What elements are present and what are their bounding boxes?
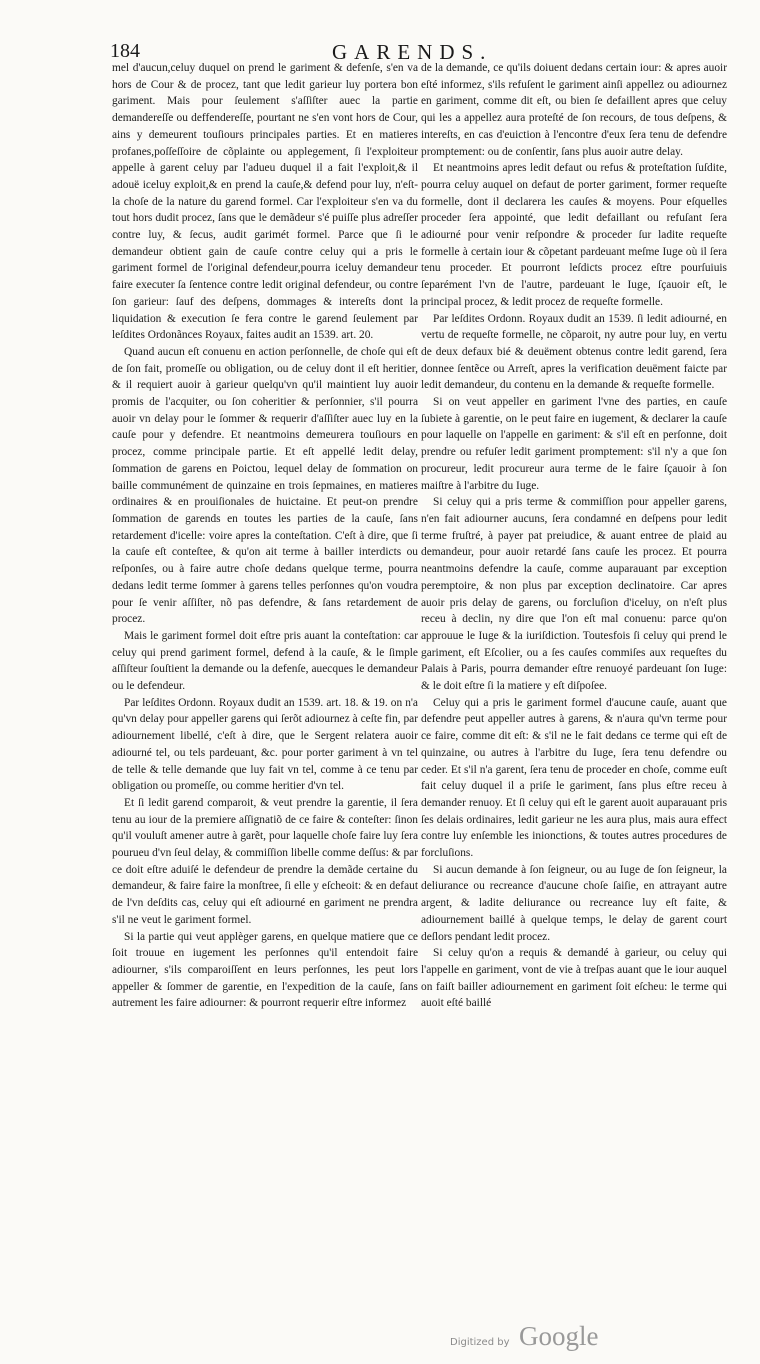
running-title: GARENDS. [332, 40, 493, 64]
page-number: 184 [110, 40, 140, 62]
digitization-watermark [450, 1318, 610, 1358]
paragraph: Mais le gariment formel doit eſtre pris auant la conteſtation: car celuy qui prend gariment formel, defend à la cauſe, & le ſimple aſſiſteur ſouſtient la demande ou la defenſe, auecques le demandeur ou le defendeur. [112, 629, 418, 693]
paragraph: Si celuy qu'on a requis & demandé à garieur, ou celuy qui l'appelle en gariment, vont de vie à treſpas auant que le iour auquel on faiſt bailler adiournement en gariment ſoit eſcheu: le terme qui auoit eſté baillé [421, 947, 727, 1010]
paragraph: Quand aucun eſt conuenu en action perſonnelle, de choſe qui eſt de ſon fait, promeſſe ou obligation, ou de celuy dont il eſt heritier, & il requiert auoir à garieur quelqu'vn qu'il maintient luy auoir promis de l'acquiter, ou ſon coheritier & perſonnier, s'il pourra auoir vn delay pour le ſommer & requerir d'aſſiſter auec luy en la cauſe pour y defendre. Et neantmoins demeurera touſiours en procez, comme principale partie. Et eſt appellé ledit delay, ſommation de garens en Poictou, lequel delay de ſommation on baille communément de quinzaine en trois ſepmaines, en matieres ordinaires & en prouiſionales de huictaine. Et peut-on prendre ſommation de garends en toutes les parties de la cauſe, ſans retardement d'icelle: voire apres la conteſtation. C'eſt à dire, que ſi la cauſe eſt conteſtee, & qu'on ait terme à bailler interdicts ou reſponſes, ou à faire autre choſe dedans quelque terme, pourra dedans ledit terme ſommer à garens telles perſonnes qu'on voudra pour ſe venir aſſiſter, nõ pas defendre, & ſans retardement de procez. [112, 345, 418, 626]
paragraph: Si on veut appeller en gariment l'vne des parties, en cauſe ſubiete à garentie, on le peut faire en iugement, & declarer la cauſe pour laquelle on l'appelle en gariment: & s'il eſt en perſonne, doit prendre ou refuſer ledit gariment promptement: s'il n'y a que ſon procureur, ledit procureur aura terme de le faire ſçauoir à ſon maiſtre à l'arbitre du Iuge. [421, 396, 727, 492]
paragraph: de la demande, ce qu'ils doiuent dedans certain iour: & apres auoir eſté informez, s'ils refuſent le gariment ainſi appellez ou adiournez en gariment, comme dit eſt, ou bien ſe defaillent apres que celuy qui les a appellez aura proteſté de ſon recours, de tous deſpens, & intereſts, en cas d'euiction à l'encontre d'eux ſera tenu de defendre promptement: ou de conſentir, ſans plus auoir autre delay. [421, 62, 727, 158]
google-logo: Google [519, 1321, 599, 1351]
paragraph: Et neantmoins apres ledit defaut ou refus & proteſtation ſuſdite, pourra celuy auquel on defaut de porter gariment, former requeſte formelle, dont il declarera les cauſes & moyens. Pour eſquelles proceder ſera appointé, que ledit defaillant ou refuſant ſera adiourné pour venir reſpondre & proceder ſur ladite requeſte formelle à certain iour & cõpetant pardeuant meſme Iuge où il ſera tenu proceder. Et pourront leſdicts procez eſtre pourſuiuis ſeparément l'vn de l'autre, pardeuant le Iuge, ſçauoir eſt, le principal procez, & ledit procez de requeſte formelle. [421, 162, 727, 308]
paragraph: Si aucun demande à ſon ſeigneur, ou au Iuge de ſon ſeigneur, la deliurance ou recreance d'aucune choſe ſaiſie, en attrayant autre argent, & ladite deliurance ou recreance luy eſt faite, & adiournement baillé à quelque temps, le delay de garent court deſlors pendant ledit procez. [421, 863, 727, 943]
paragraph: Si celuy qui a pris terme & commiſſion pour appeller garens, n'en fait adiourner aucuns, ſera condamné en deſpens pour ledit terme fruſtré, à payer pat preiudice, & auant entree de plaid au demandeur, pour auoir retardé ſans cauſe les procez. Et pourra neantmoins defendre la cauſe, comme auparauant par exception peremptoire, & non plus par exception declinatoire. Car apres auoir pris delay de garens, ou forcluſion d'iceluy, on n'eſt plus receu à declin, ny dire que l'on eſt mal conuenu: parce qu'on approuue le Iuge & la iuriſdiction. Toutesfois ſi celuy qui prend le gariment, eſt Eſcolier, ou a ſes cauſes commiſes aux requeſtes du Palais à Paris, pourra demander eſtre renuoyé pardeuant ſon Iuge: & le doit eſtre ſi la matiere y eſt diſpoſee. [421, 496, 727, 693]
paragraph: Celuy qui a pris le gariment formel d'aucune cauſe, auant que defendre peut appeller autres à garens, & n'aura qu'vn terme pour ce faire, comme dit eſt: & s'il ne le fait dedans ce terme qui eſt de quinzaine, ou autres à l'arbitre du Iuge, ſera tenu defendre ou ceder. Et s'il n'a garent, ſera tenu de proceder en choſe, comme euſt fait celuy duquel il a priſe le gariment, ſans plus eſtre receu à demander renuoy. Et ſi celuy qui eſt le garent auoit auparauant pris ſes delais ordinaires, ledit garieur ne les aura plus, mais aura effect contre luy enſemble les inionctions, & toutes autres procedures de forcluſions. [421, 696, 727, 860]
paragraph: Si la partie qui veut applèger garens, en quelque matiere que ce ſoit trouue en iugement les perſonnes qu'il entendoit faire adiourner, s'ils comparoiſſent en leurs perſonnes, les peut lors appeller & ſommer de garentie, en l'expedition de la cauſe, ſans autrement les faire adiourner: & pourront requerir eſtre informez [112, 930, 418, 1010]
paragraph: mel d'aucun,celuy duquel on prend le gariment & defenſe, s'en va hors de Cour & de procez, tant que ledit garieur luy portera bon gariment. Mais pour ſeulement s'aſſiſter auec la partie demandereſſe ou deffendereſſe, pourtant ne s'en vont hors de Cour, ains y demeurent touſiours principales parties. Et en matieres profanes,poſſeſſoire de cõplainte ou applegement, ſi l'exploiteur appelle à garent celuy par l'adueu duquel il a fait l'exploit,& il adouë iceluy exploit,& en prend la cauſe,& defend pour luy, n'eſt-la choſe de la nature du garend formel. Car l'exploiteur s'en va du tout hors dudit procez, ſans que le demãdeur s'é puiſſe plus adreſſer contre luy, & ſecus, audit garimét formel. Parce que ſi le demandeur obtient gain de cauſe contre celuy qui a pris le gariment formel de l'original defendeur,pourra iceluy demandeur faire executer ſa ſentence contre ledit original defendeur, ou contre ſon garieur: ſauf des deſpens, dommages & intereſts dont la liquidation & execution ſe fera contre le garend ſeulement par leſdites Ordonãnces Royaux, faites audit an 1539. art. 20. [112, 62, 418, 342]
paragraph: Et ſi ledit garend comparoit, & veut prendre la garentie, il ſera tenu au iour de la premiere aſſignatiõ de ce faire & conteſter: ſinon qu'il vouluſt amener autre à garẽt, pour laquelle choſe faire luy ſera pourueu d'vn ſeul delay, & commiſſion libelle comme deſſus: & par ce doit eſtre aduiſé le defendeur de prendre la demãde certaine du demandeur, & faire faire la monſtree, ſi elle y eſcheoit: & en defaut de l'vn deſdits cas, celuy qui eſt adiourné en gariment ne prendra s'il ne veut le gariment formel. [112, 796, 418, 926]
left-text-column [112, 60, 418, 1270]
right-text-column [421, 60, 727, 1270]
digitized-by-label: Digitized by [450, 1337, 510, 1348]
paragraph: Par leſdites Ordonn. Royaux dudit an 1539. ſi ledit adiourné, en vertu de requeſte formelle, ne cõparoit, ny autre pour luy, en vertu de deux defaux bié & deuëment obtenus contre ledit garend, ſera donnee ſentẽce ou Arreſt, apres la verification deuëment faicte par ledit demandeur, du contenu en la demande & requeſte formelle. [421, 312, 727, 392]
paragraph: Par leſdites Ordonn. Royaux dudit an 1539. art. 18. & 19. on n'a qu'vn delay pour appeller garens qui ſerõt adiournez à ceſte fin, par adiournement libellé, c'eſt à dire, que le Sergent relatera auoir adiourné tel, ou tels pardeuant, &c. pour porter gariment à vn tel de telle & telle demande que luy fait vn tel, comme à ce tenu par obligation ou promeſſe, ou comme heritier d'vn tel. [112, 696, 418, 793]
